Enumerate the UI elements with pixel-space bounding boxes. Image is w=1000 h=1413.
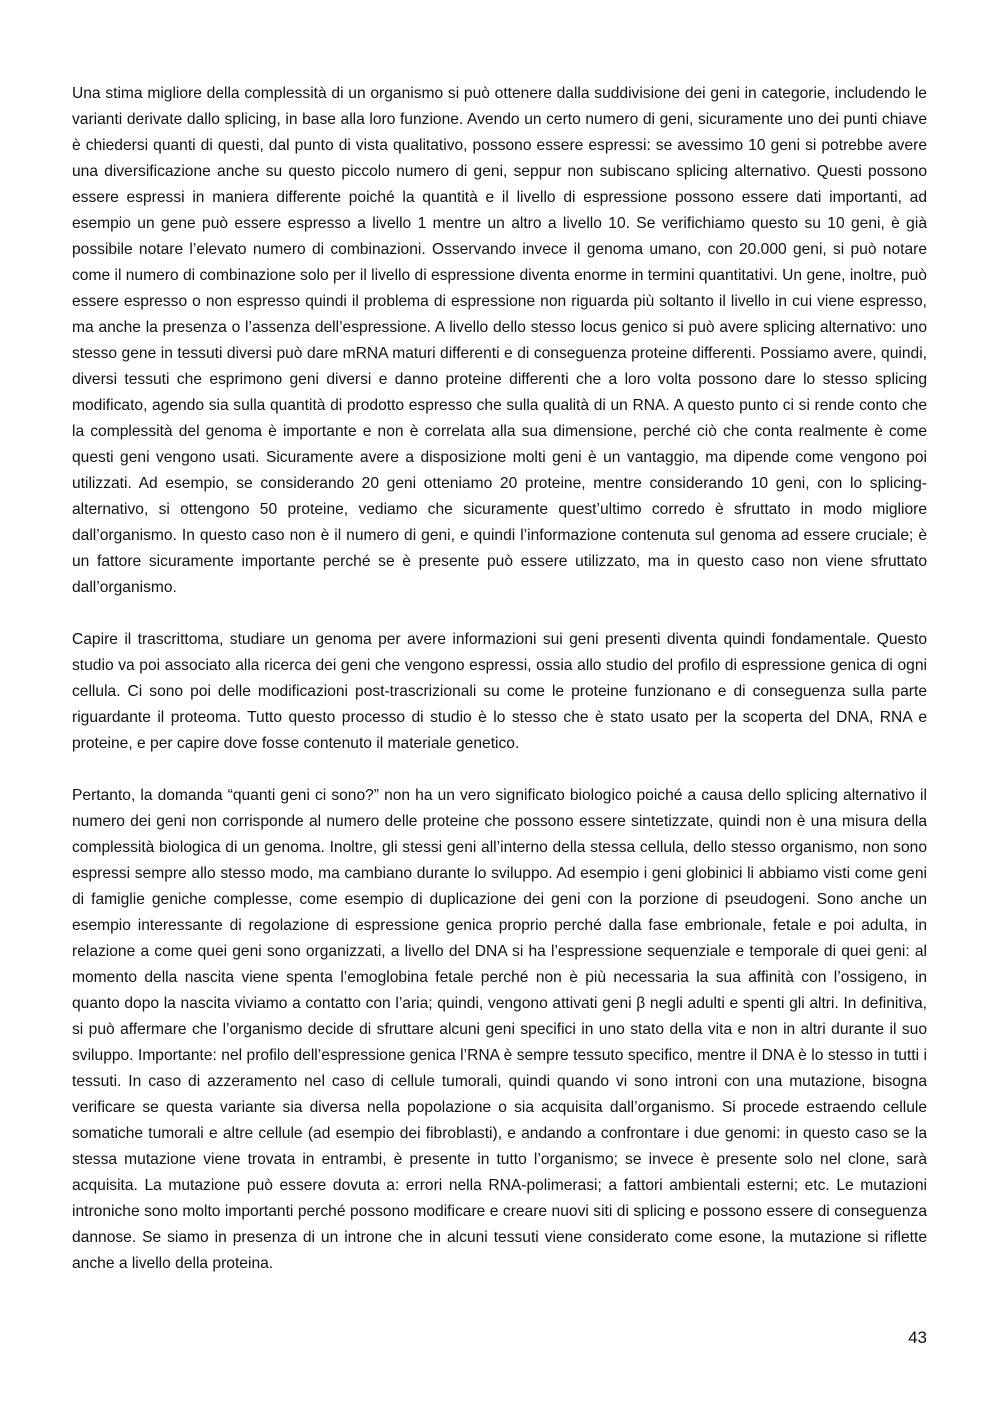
- paragraph-transcriptome: Capire il trascrittoma, studiare un genoma per avere informazioni sui geni presenti diventa quindi fondamentale. Questo studio va poi associato alla ricerca dei geni che vengono espressi, ossia allo studio del profilo di espressione genica di ogni cellula. Ci sono poi delle modificazioni post-trascrizionali su come le proteine funzionano e di conseguenza sulla parte riguardante il proteoma. Tutto questo processo di studio è lo stesso che è stato usato per la scoperta del DNA, RNA e proteine, e per capire dove fosse contenuto il materiale genetico.: [72, 631, 927, 752]
- paragraph-genome-complexity: Una stima migliore della complessità di un organismo si può ottenere dalla suddivisione dei geni in categorie, includendo le varianti derivate dallo splicing, in base alla loro funzione. Avendo un certo numero di geni, sicuramente uno dei punti chiave è chiedersi quanti di questi, dal punto di vista qualitativo, possono essere espressi: se avessimo 10 geni si potrebbe avere una diversificazione anche su questo piccolo numero di geni, seppur non subiscano splicing alternativo. Questi possono essere espressi in maniera differente poiché la quantità e il livello di espressione possono essere dati importanti, ad esempio un gene può essere espresso a livello 1 mentre un altro a livello 10. Se verifichiamo questo su 10 geni, è già possibile notare l’elevato numero di combinazioni. Osservando invece il genoma umano, con 20.000 geni, si può notare come il numero di combinazione solo per il livello di espressione diventa enorme in termini quantitativi. Un gene, inoltre, può essere espresso o non espresso quindi il problema di espressione non riguarda più soltanto il livello in cui viene espresso, ma anche la presenza o l’assenza dell’espressione. A livello dello stesso locus genico si può avere splicing alternativo: uno stesso gene in tessuti diversi può dare mRNA maturi differenti e di conseguenza proteine differenti. Possiamo avere, quindi, diversi tessuti che esprimono geni diversi e danno proteine differenti che a loro volta possono dare lo stesso splicing modificato, agendo sia sulla quantità di prodotto espresso che sulla qualità di un RNA. A questo punto ci si rende conto che la complessità del genoma è importante e non è correlata alla sua dimensione, perché ciò che conta realmente è come questi geni vengono usati. Sicuramente avere a disposizione molti geni è un vantaggio, ma dipende come vengono poi utilizzati. Ad esempio, se considerando 20 geni otteniamo 20 proteine, mentre considerando 10 geni, con lo splicing-alternativo, si ottengono 50 proteine, vediamo che sicuramente quest’ultimo corredo è sfruttato in modo migliore dall’organismo. In questo caso non è il numero di geni, e quindi l’informazione contenuta sul genoma ad essere cruciale; è un fattore sicuramente importante perché se è presente può essere utilizzato, ma in questo caso non viene sfruttato dall’organismo.: [72, 85, 927, 596]
- page-body: [72, 81, 927, 1277]
- paragraph-gene-count-question: Pertanto, la domanda “quanti geni ci sono?” non ha un vero significato biologico poiché a causa dello splicing alternativo il numero dei geni non corrisponde al numero delle proteine che possono essere sintetizzate, quindi non è una misura della complessità biologica di un genoma. Inoltre, gli stessi geni all’interno della stessa cellula, dello stesso organismo, non sono espressi sempre allo stesso modo, ma cambiano durante lo sviluppo. Ad esempio i geni globinici li abbiamo visti come geni di famiglie geniche complesse, come esempio di duplicazione dei geni con la porzione di pseudogeni. Sono anche un esempio interessante di regolazione di espressione genica proprio perché dalla fase embrionale, fetale e poi adulta, in relazione a come quei geni sono organizzati, a livello del DNA si ha l’espressione sequenziale e temporale di quei geni: al momento della nascita viene spenta l’emoglobina fetale perché non è più necessaria la sua affinità con l’ossigeno, in quanto dopo la nascita viviamo a contatto con l’aria; quindi, vengono attivati geni β negli adulti e spenti gli altri. In definitiva, si può affermare che l’organismo decide di sfruttare alcuni geni specifici in uno stato della vita e non in altri durante il suo sviluppo. Importante: nel profilo dell’espressione genica l’RNA è sempre tessuto specifico, mentre il DNA è lo stesso in tutti i tessuti. In caso di azzeramento nel caso di cellule tumorali, quindi quando vi sono introni con una mutazione, bisogna verificare se questa variante sia diversa nella popolazione o sia acquisita dall’organismo. Si procede estraendo cellule somatiche tumorali e altre cellule (ad esempio dei fibroblasti), e andando a confrontare i due genomi: in questo caso se la stessa mutazione viene trovata in entrambi, è presente in tutto l’organismo; se invece è presente solo nel clone, sarà acquisita. La mutazione può essere dovuta a: errori nella RNA-polimerasi; a fattori ambientali esterni; etc. Le mutazioni introniche sono molto importanti perché possono modificare e creare nuovi siti di splicing e possono essere di conseguenza dannose. Se siamo in presenza di un introne che in alcuni tessuti viene considerato come esone, la mutazione si riflette anche a livello della proteina.: [72, 787, 927, 1272]
- page-number: 43: [908, 1328, 927, 1347]
